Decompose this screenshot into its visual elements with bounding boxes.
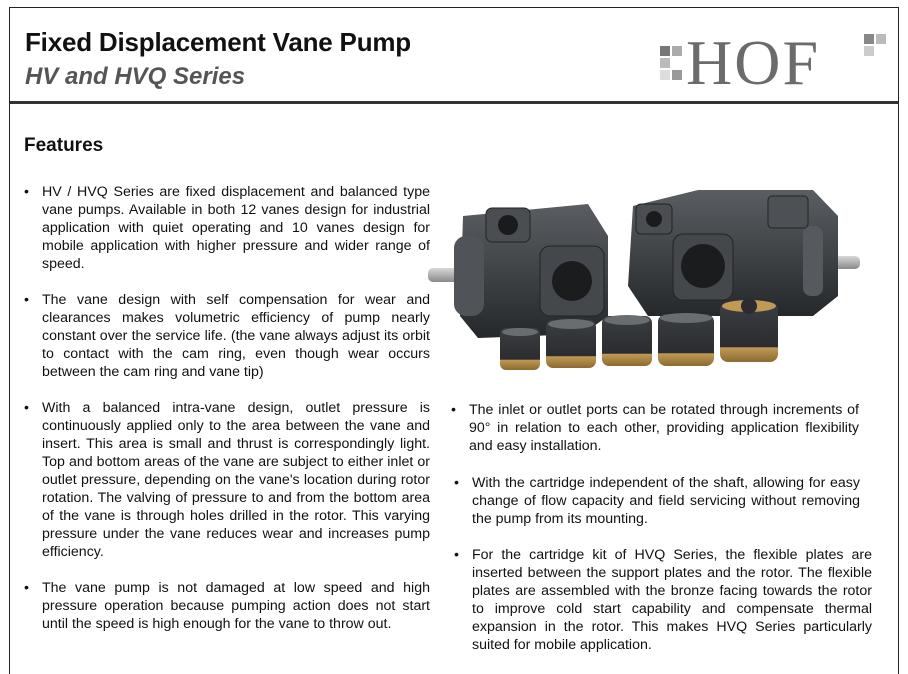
logo-square bbox=[864, 34, 874, 44]
page-title: Fixed Displacement Vane Pump bbox=[25, 27, 411, 57]
single-vane-pump bbox=[428, 204, 608, 338]
logo-square bbox=[672, 46, 682, 56]
bullet-marker: • bbox=[454, 547, 459, 563]
feature-bullet bbox=[24, 399, 430, 561]
feature-bullet bbox=[454, 546, 872, 654]
feature-bullet bbox=[24, 579, 430, 633]
page-frame bbox=[9, 7, 899, 674]
bullet-text: The vane pump is not damaged at low speed and high pressure operation because pumping action does not start until the speed is high enough for the vane to throw out. bbox=[42, 580, 430, 632]
bullet-marker: • bbox=[24, 292, 29, 308]
bullet-text: For the cartridge kit of HVQ Series, the flexible plates are inserted between the support plates and the rotor. The flexible plates are assembled with the bronze facing towards the rotor to improve cold start capability and compensate thermal expansion in the rotor. This makes HVQ Series particularly suited for mobile application. bbox=[472, 547, 872, 653]
logo-text: HOF bbox=[686, 27, 821, 98]
bullet-text: With a balanced intra-vane design, outlet pressure is continuously applied only to the area between the vane and insert. This area is small and thrust is correspondingly light. Top and bottom areas of the vane are subject to either inlet or outlet pressure, depending on the vane's location during rotor rotation. The valving of pressure to and from the bottom area of the vane is through holes drilled in the rotor. This varying pressure under the vane reduces wear and increases pump efficiency. bbox=[42, 400, 430, 560]
logo-square bbox=[864, 46, 874, 56]
bullet-marker: • bbox=[24, 580, 29, 596]
hof-logo bbox=[650, 26, 890, 96]
bullet-text: The inlet or outlet ports can be rotated through increments of 90° in relation to each other, providing application flexibility and easy installation. bbox=[469, 402, 859, 454]
features-heading: Features bbox=[24, 135, 104, 156]
logo-square bbox=[660, 46, 670, 56]
pump-product-photo bbox=[418, 176, 866, 376]
feature-bullet bbox=[24, 291, 430, 381]
logo-square bbox=[660, 58, 670, 68]
bullet-marker: • bbox=[24, 184, 29, 200]
logo-square bbox=[660, 70, 670, 80]
double-vane-pump bbox=[628, 190, 860, 316]
page-subtitle: HV and HVQ Series bbox=[25, 63, 246, 90]
feature-bullet bbox=[24, 183, 430, 273]
bullet-marker: • bbox=[451, 402, 456, 418]
bullet-text: The vane design with self compensation for wear and clearances makes volumetric efficiency of pump nearly constant over the service life. (the vane always adjust its orbit to contact with the cam ring, even though wear occurs between the cam ring and vane tip) bbox=[42, 292, 430, 380]
logo-square bbox=[876, 34, 886, 44]
bullet-marker: • bbox=[24, 400, 29, 416]
header bbox=[10, 8, 898, 104]
logo-square bbox=[672, 70, 682, 80]
feature-bullet bbox=[454, 474, 860, 528]
bullet-text: With the cartridge independent of the shaft, allowing for easy change of flow capacity and field servicing without removing the pump from its mounting. bbox=[472, 475, 860, 527]
bullet-marker: • bbox=[454, 475, 459, 491]
bullet-text: HV / HVQ Series are fixed displacement and balanced type vane pumps. Available in both 12 vanes design for industrial application with quiet operating and 10 vanes design for mobile application with higher pressure and wider range of speed. bbox=[42, 184, 430, 272]
feature-bullet bbox=[451, 401, 859, 455]
